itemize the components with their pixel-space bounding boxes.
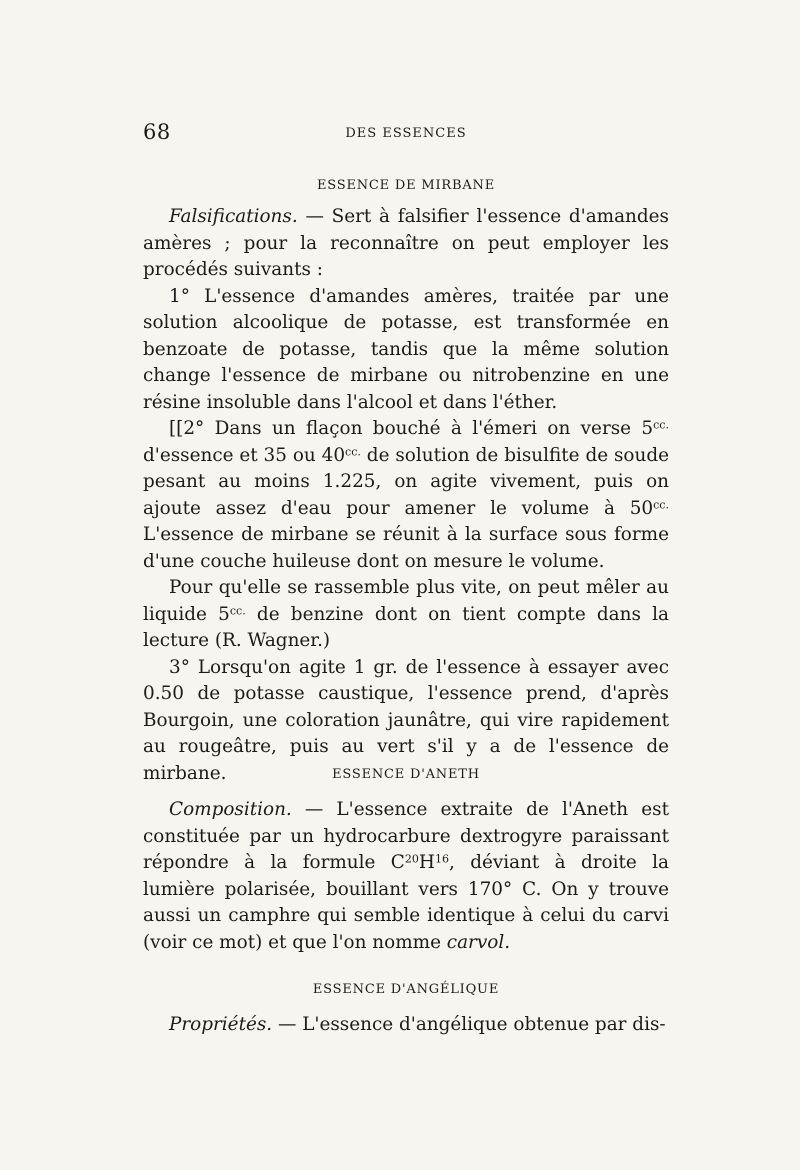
- paragraph-method-1: 1° L'essence d'amandes amères, traitée par une solution alcoolique de potasse, est transformée en benzoate de potasse, tandis que la même solution change l'essence de mirbane ou nitrobenzine en une résine insoluble dans l'alcool et dans l'éther.: [143, 285, 669, 413]
- unit-superscript: cc.: [653, 497, 669, 511]
- formula-subscript: 16: [434, 852, 449, 866]
- paragraph-proprietes: Propriétés. — L'essence d'angélique obtenue par dis-: [169, 1014, 666, 1035]
- section-body-mirbane: [143, 204, 669, 787]
- paragraph-note: Pour qu'elle se rassemble plus vite, on peut mêler au liquide $5^{cc.}$ de benzine dont on tient compte dans la lecture (R. Wagner.): [143, 577, 669, 651]
- section-body-angelique: [143, 1012, 669, 1039]
- paragraph-method-3: 3° Lorsqu'on agite 1 gr. de l'essence à essayer avec 0.50 de potasse caustique, l'essence prend, d'après Bourgoin, une coloration jaunâtre, qui vire rapidement au rougeâtre, puis au vert s'il y a de l'essence de mirbane.: [143, 656, 669, 784]
- term-carvol: carvol.: [446, 931, 511, 953]
- unit-superscript: cc.: [229, 603, 246, 617]
- section-title-mirbane: ESSENCE DE MIRBANE: [317, 178, 495, 193]
- formula-subscript: 20: [404, 852, 419, 866]
- paragraph-method-2: [[2° Dans un flaçon bouché à l'émeri on verse $5^{cc.}$ d'essence et 35 ou $40^{cc.}$ de solution de bisulfite de soude pesant au moins 1.225, on agite vivement, puis on ajoute assez d'eau pour amener le volume à $50^{cc.}$ L'essence de mirbane se réunit à la surface sous forme d'une couche huileuse dont on mesure le volume.: [143, 418, 670, 572]
- paragraph-label: Propriétés.: [169, 1014, 273, 1035]
- paragraph-label: Falsifications.: [169, 206, 298, 227]
- section-title-aneth: ESSENCE D'ANETH: [332, 767, 480, 782]
- unit-superscript: cc.: [345, 444, 361, 458]
- running-title: DES ESSENCES: [345, 126, 467, 141]
- page-header: [143, 120, 669, 150]
- section-title-angelique: ESSENCE D'ANGÉLIQUE: [312, 982, 500, 997]
- section-body-aneth: [143, 797, 669, 956]
- paragraph-label: Composition.: [169, 799, 292, 820]
- paragraph-composition: Composition. — L'essence extraite de l'Aneth est constituée par un hydrocarbure dextrogyre paraissant répondre à la formule $C^{20}H^{16}$, déviant à droite la lumière polarisée, bouillant vers 170° C. On y trouve aussi un camphre qui semble identique à celui du carvi (voir ce mot) et que l'on nomme carvol.: [143, 799, 669, 953]
- page-number: 68: [143, 120, 171, 144]
- unit-superscript: cc.: [653, 418, 669, 432]
- paragraph-falsifications: Falsifications. — Sert à falsifier l'essence d'amandes amères ; pour la reconnaître on peut employer les procédés suivants :: [143, 206, 669, 280]
